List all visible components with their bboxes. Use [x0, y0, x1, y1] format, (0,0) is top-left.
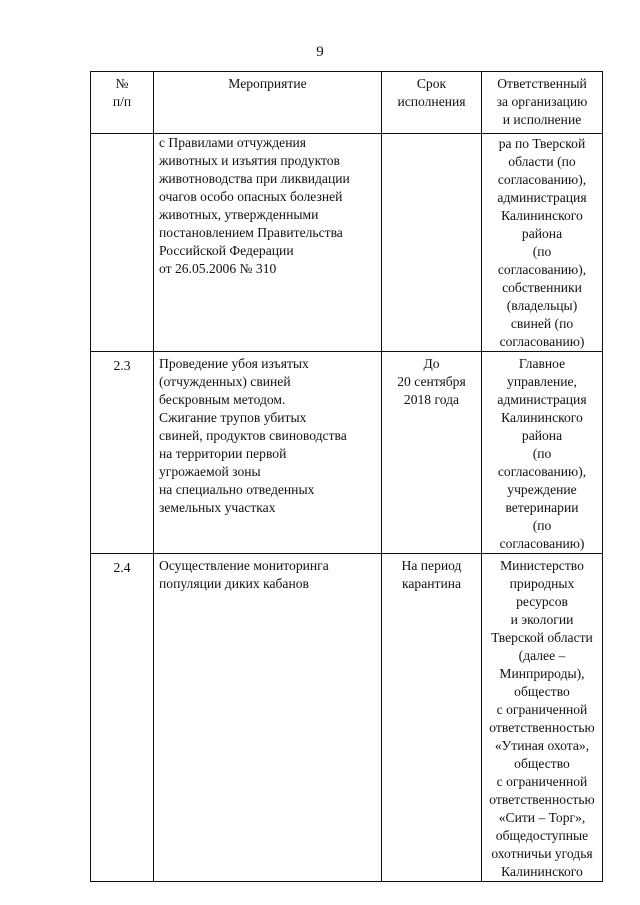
text-line: № [115, 76, 129, 91]
row-number: 2.4 [91, 554, 154, 882]
text-line: ответственностью [489, 720, 595, 735]
text-line: карантина [401, 576, 462, 591]
header-deadline [382, 72, 482, 134]
text-line: Минприроды), [499, 666, 585, 681]
text-line: животных и изъятия продуктов [159, 153, 340, 168]
text-line: согласованию), [497, 262, 587, 277]
text-line: Сжигание трупов убитых [159, 410, 307, 425]
text-line: Срок [416, 76, 447, 91]
text-line: природных [509, 576, 575, 591]
header-event [154, 72, 382, 134]
text-line: 2018 года [403, 392, 460, 407]
text-line: Главное [518, 356, 566, 371]
text-line: Ответственный [497, 76, 587, 91]
text-line: Проведение убоя изъятых [159, 356, 309, 371]
text-line: исполнения [397, 94, 466, 109]
text-line: за организацию [496, 94, 588, 109]
row-event [154, 352, 382, 554]
row-responsible [482, 134, 603, 352]
text-line: ответственностью [489, 792, 595, 807]
table-row [91, 134, 603, 352]
text-line: собственники [502, 280, 582, 295]
text-line: охотничьи угодья [491, 846, 593, 861]
text-line: общество [514, 756, 570, 771]
row-event [154, 134, 382, 352]
text-line: Осуществление мониторинга [159, 558, 329, 573]
row-responsible [482, 352, 603, 554]
table-row [91, 352, 603, 554]
text-line: Калининского [501, 864, 583, 879]
text-line: ветеринарии [505, 500, 579, 515]
text-line: ра по Тверской [498, 136, 586, 151]
text-line: свиней (по [510, 316, 574, 331]
text-line: (владельцы) [506, 298, 578, 313]
text-line: согласованию) [499, 334, 585, 349]
text-line: района [521, 428, 563, 443]
text-line: Тверской области [491, 630, 593, 645]
text-line: ресурсов [516, 594, 568, 609]
row-deadline [382, 352, 482, 554]
header-responsible [482, 72, 603, 134]
text-line: До [423, 356, 440, 371]
text-line: земельных участках [159, 500, 276, 515]
text-line: животноводства при ликвидации [159, 171, 350, 186]
text-line: 20 сентября [397, 374, 466, 389]
text-line: Мероприятие [228, 76, 307, 91]
page-number: 9 [316, 44, 324, 60]
text-line: администрация [497, 190, 587, 205]
text-line: Калининского [501, 410, 583, 425]
text-line: постановлением Правительства [159, 225, 343, 240]
text-line: от 26.05.2006 № 310 [159, 261, 277, 276]
text-line: (по [532, 244, 552, 259]
row-number: 2.3 [91, 352, 154, 554]
row-deadline [382, 554, 482, 882]
text-line: района [521, 226, 563, 241]
row-responsible [482, 554, 603, 882]
row-deadline [382, 134, 482, 352]
row-event [154, 554, 382, 882]
text-line: учреждение [507, 482, 577, 497]
text-line: согласованию) [499, 536, 585, 551]
table-row [91, 554, 603, 882]
text-line: общество [514, 684, 570, 699]
text-line: популяции диких кабанов [159, 576, 309, 591]
text-line: На период [401, 558, 462, 573]
text-line: на специально отведенных [159, 482, 315, 497]
text-line: и исполнение [502, 112, 582, 127]
text-line: «Утиная охота», [494, 738, 590, 753]
text-line: с ограниченной [496, 774, 588, 789]
text-line: Министерство [500, 558, 584, 573]
text-line: (далее – [518, 648, 566, 663]
text-line: администрация [497, 392, 587, 407]
header-number [91, 72, 154, 134]
text-line: общедоступные [495, 828, 589, 843]
text-line: согласованию), [497, 464, 587, 479]
text-line: «Сити – Торг», [498, 810, 586, 825]
text-line: бескровным методом. [159, 392, 286, 407]
text-line: с ограниченной [496, 702, 588, 717]
table-header-row [91, 72, 603, 134]
text-line: угрожаемой зоны [159, 464, 261, 479]
text-line: Российской Федерации [159, 243, 294, 258]
text-line: свиней, продуктов свиноводства [159, 428, 347, 443]
text-line: (по [532, 518, 552, 533]
text-line: на территории первой [159, 446, 287, 461]
text-line: п/п [112, 94, 132, 109]
measures-table [90, 71, 603, 882]
text-line: управление, [507, 374, 577, 389]
text-line: животных, утвержденными [159, 207, 319, 222]
text-line: (отчужденных) свиней [159, 374, 291, 389]
text-line: согласованию), [497, 172, 587, 187]
row-number [91, 134, 154, 352]
text-line: (по [532, 446, 552, 461]
text-line: очагов особо опасных болезней [159, 189, 343, 204]
text-line: с Правилами отчуждения [159, 135, 307, 150]
text-line: и экологии [510, 612, 574, 627]
text-line: области (по [508, 154, 576, 169]
text-line: Калининского [501, 208, 583, 223]
